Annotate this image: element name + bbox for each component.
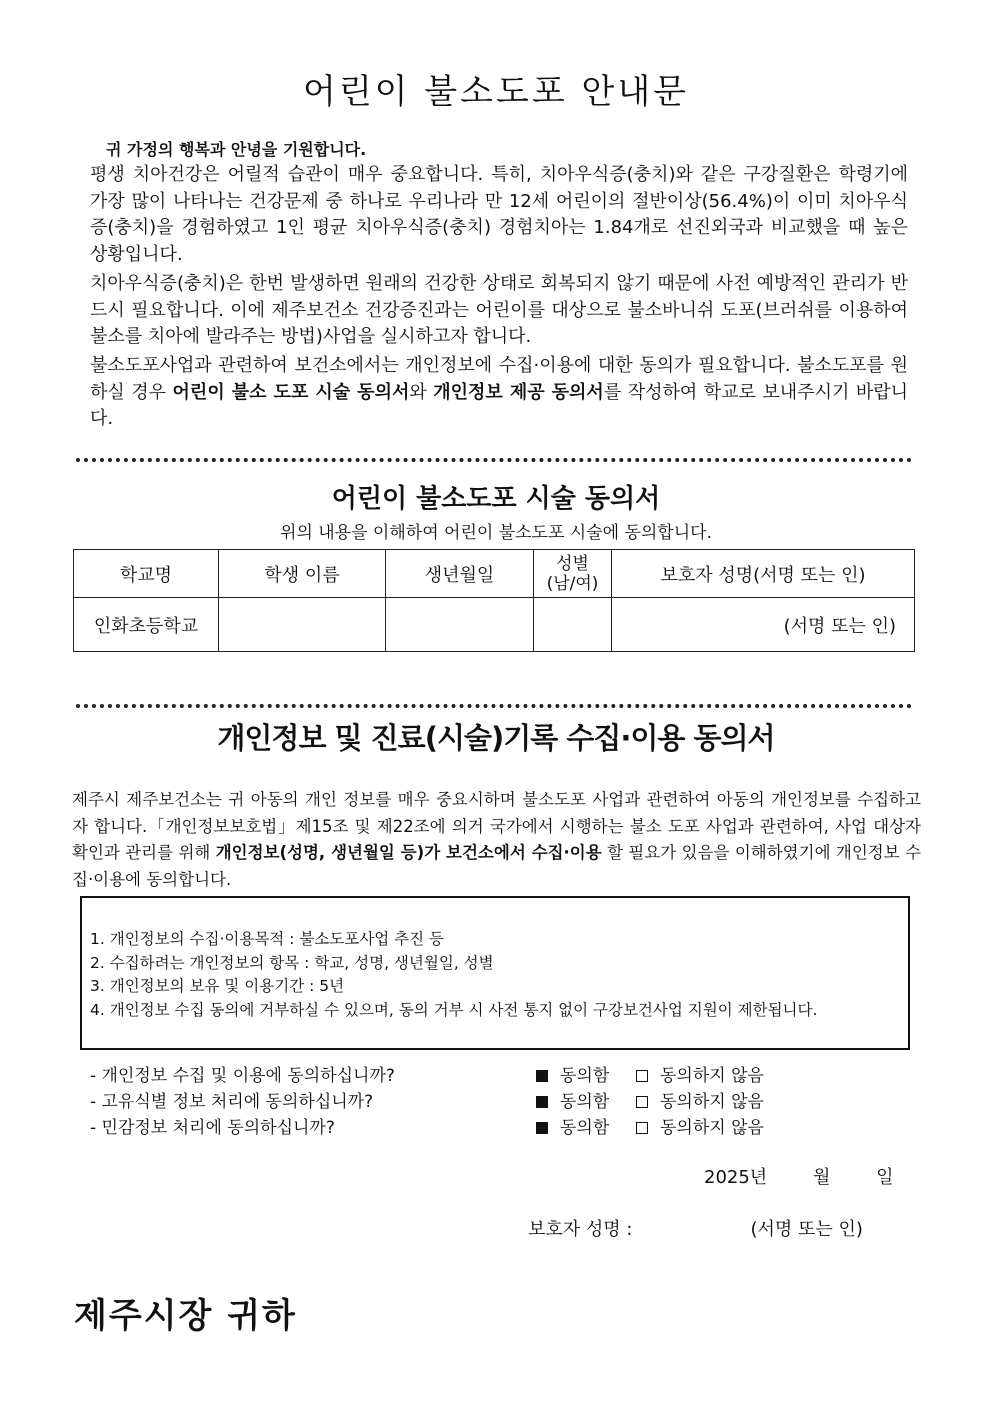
question-text: - 고유식별 정보 처리에 동의하십니까?: [90, 1092, 374, 1112]
header-school: 학교명: [74, 550, 219, 598]
agree-label: 동의함: [560, 1092, 610, 1112]
privacy-title: 개인정보 및 진료(시술)기록 수집·이용 동의서: [217, 721, 775, 755]
intro-paragraph-3: [90, 353, 908, 433]
question-text: - 민감정보 처리에 동의하십니까?: [90, 1118, 335, 1138]
privacy-body-text-c: 할 필요가 있음을 이해하였기에 개인정보 수집·이용에 동의합니다.: [72, 843, 922, 889]
closing-addressee: 제주시장 귀하: [74, 1296, 297, 1336]
consent-subtitle: 위의 내용을 이해하여 어린이 불소도포 시술에 동의합니다.: [280, 523, 712, 543]
guardian-sign-hint: (서명 또는 인): [750, 1219, 863, 1240]
cell-birthdate[interactable]: [386, 598, 534, 652]
privacy-body-text-a: 제주시 제주보건소는 귀 아동의 개인 정보를 매우 중요시하며 불소도포 사업과 관련하여 아동의 개인정보를 수집하고자 합니다.「개인정보보호법」제15조 및 제22조에 의거 국가에서 시행하는 불소 도포 사업과 관련하여, 사업 대상자 확인과 관리를 위해: [72, 790, 921, 862]
header-guardian-signature: 보호자 성명(서명 또는 인): [612, 550, 915, 598]
privacy-item-refusal: 4. 개인정보 수집 동의에 거부하실 수 있으며, 동의 거부 시 사전 통지 없이 구강보건사업 지원이 제한됩니다.: [90, 1000, 818, 1019]
dotted-divider-1: [76, 458, 912, 462]
agree-option[interactable]: [536, 1113, 609, 1138]
page-title: 어린이 불소도포 안내문: [302, 72, 690, 112]
disagree-option[interactable]: [636, 1087, 764, 1112]
header-gender-label: 성별: [556, 553, 589, 574]
privacy-body-bold: 개인정보(성명, 생년월일 등)가 보건소에서 수집·이용: [215, 843, 602, 862]
question-text: - 개인정보 수집 및 이용에 동의하십니까?: [90, 1066, 395, 1086]
cell-gender[interactable]: [534, 598, 612, 652]
cell-student-name[interactable]: [219, 598, 386, 652]
intro-paragraph-2: 치아우식증(충치)은 한번 발생하면 원래의 건강한 상태로 회복되지 않기 때문에 사전 예방적인 관리가 반드시 필요합니다. 이에 제주보건소 건강증진과는 어린이를 대상으로 불소바니쉬 도포(브러쉬를 이용하여 불소를 치아에 발라주는 방법)사업을 실시하고자 합니다.: [90, 273, 908, 347]
privacy-info-box: [80, 896, 910, 1050]
consent-questions: [90, 1061, 910, 1139]
header-gender: [534, 550, 612, 598]
disagree-option[interactable]: [636, 1061, 764, 1086]
guardian-signature-line[interactable]: [528, 1215, 863, 1241]
question-row-sensitive: [90, 1113, 910, 1139]
header-gender-options: (남/여): [546, 573, 599, 594]
empty-checkbox-icon[interactable]: [636, 1122, 648, 1134]
empty-checkbox-icon[interactable]: [636, 1070, 648, 1082]
disagree-option[interactable]: [636, 1113, 764, 1138]
disagree-label: 동의하지 않음: [660, 1092, 764, 1112]
question-row-unique-id: [90, 1087, 910, 1113]
intro-p3-bold-2: 개인정보 제공 동의서: [433, 381, 604, 403]
empty-checkbox-icon[interactable]: [636, 1096, 648, 1108]
guardian-label: 보호자 성명 :: [528, 1219, 633, 1240]
agree-label: 동의함: [560, 1118, 610, 1138]
privacy-item-retention: 3. 개인정보의 보유 및 이용기간 : 5년: [90, 977, 345, 995]
privacy-item-purpose: 1. 개인정보의 수집·이용목적 : 불소도포사업 추진 등: [90, 930, 444, 948]
greeting: 귀 가정의 행복과 안녕을 기원합니다.: [106, 140, 367, 159]
question-row-collection: [90, 1061, 910, 1087]
checked-box-icon[interactable]: [536, 1096, 548, 1108]
checked-box-icon[interactable]: [536, 1070, 548, 1082]
agree-option[interactable]: [536, 1061, 609, 1086]
consent-table: [73, 549, 915, 652]
cell-school: 인화초등학교: [74, 598, 219, 652]
dotted-divider-2: [76, 704, 912, 708]
consent-table-data-row: [74, 598, 915, 652]
consent-title: 어린이 불소도포 시술 동의서: [331, 484, 661, 514]
disagree-label: 동의하지 않음: [660, 1118, 764, 1138]
intro-paragraph-1: 평생 치아건강은 어릴적 습관이 매우 중요합니다. 특히, 치아우식증(충치)와 같은 구강질환은 학령기에 가장 많이 나타나는 건강문제 중 하나로 우리나라 만 12세 어린이의 절반이상(56.4%)이 이미 치아우식증(충치)을 경험하였고 1인 평균 치아우식증(충치) 경험치아는 1.84개로 선진외국과 비교했을 때 높은 상황입니다.: [90, 164, 908, 265]
consent-table-header-row: [74, 550, 915, 598]
privacy-body: [72, 787, 921, 893]
intro-p3-text-c: 와: [409, 381, 434, 403]
header-student-name: 학생 이름: [219, 550, 386, 598]
cell-guardian-signature[interactable]: (서명 또는 인): [612, 598, 915, 652]
date-line[interactable]: 2025년 월 일: [704, 1167, 894, 1188]
privacy-info-list: [90, 928, 817, 1022]
intro-p3-text-d: 를 작성하여 학교로 보내주시기 바랍니다.: [90, 381, 909, 429]
intro-p3-bold-1: 어린이 불소 도포 시술 동의서: [172, 381, 410, 403]
agree-option[interactable]: [536, 1087, 609, 1112]
disagree-label: 동의하지 않음: [660, 1066, 764, 1086]
header-birthdate: 생년월일: [386, 550, 534, 598]
checked-box-icon[interactable]: [536, 1122, 548, 1134]
privacy-item-fields: 2. 수집하려는 개인정보의 항목 : 학교, 성명, 생년월일, 성별: [90, 953, 494, 972]
intro-p3-text-a: 불소도포사업과 관련하여 보건소에서는 개인정보에 수집·이용에 대한 동의가 필요합니다. 불소도포를 원하실 경우: [90, 355, 908, 403]
agree-label: 동의함: [560, 1066, 610, 1086]
